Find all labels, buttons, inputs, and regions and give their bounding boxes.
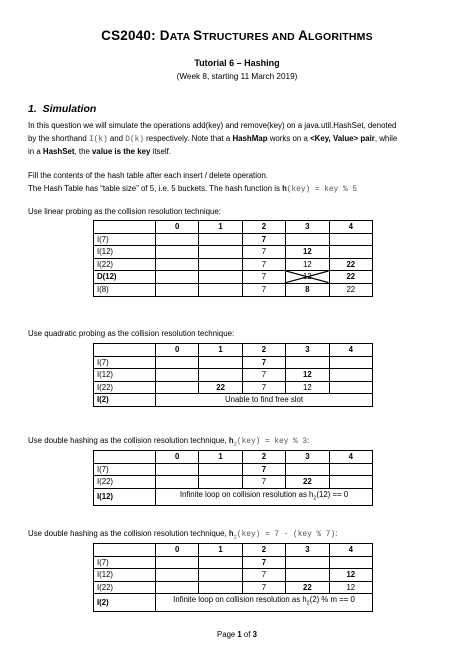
bucket-cell: [199, 283, 242, 296]
bucket-cell: [199, 581, 242, 594]
operation-label: I(22): [94, 581, 156, 594]
bucket-cell: [286, 556, 329, 569]
operation-label: I(7): [94, 233, 156, 246]
operation-label: I(12): [94, 488, 156, 505]
bucket-cell: 7: [242, 271, 285, 284]
bucket-cell: [329, 233, 372, 246]
bucket-cell: 12: [286, 381, 329, 394]
table-row: [94, 581, 373, 594]
bucket-cell: [199, 271, 242, 284]
table-header-row: [94, 344, 373, 357]
operation-label: I(7): [94, 556, 156, 569]
bucket-header: 1: [199, 451, 242, 464]
operation-label: I(7): [94, 463, 156, 476]
bucket-cell: [156, 233, 199, 246]
bucket-header: 1: [199, 544, 242, 557]
table-row: [94, 476, 373, 489]
intro-paragraph: In this question we will simulate the operations add(key) and remove(key) on a java.util.HashSet, denoted by the shorthand I(k) and D(k) respectively. Note that a HashMap works on a <Key, Value> pair, while in a HashSet, the value is the key itself.: [28, 121, 398, 156]
bucket-header: 3: [286, 451, 329, 464]
bucket-cell: [199, 369, 242, 382]
bucket-header: 3: [286, 544, 329, 557]
bucket-cell: [199, 258, 242, 271]
bucket-cell: [156, 463, 199, 476]
instructions-paragraph: Fill the contents of the hash table after each insert / delete operation. The Hash Table has “table size” of 5, i.e. 5 buckets. The hash function is h(key) = key % 5: [28, 171, 357, 194]
bucket-cell: [156, 569, 199, 582]
bucket-cell: [329, 381, 372, 394]
bucket-cell: [156, 258, 199, 271]
bucket-header: 4: [329, 344, 372, 357]
bucket-header: 4: [329, 544, 372, 557]
bucket-cell: [286, 233, 329, 246]
operation-label: I(22): [94, 381, 156, 394]
table-header-row: [94, 544, 373, 557]
double-hashing-table-2: [93, 543, 373, 612]
bucket-cell: 22: [329, 258, 372, 271]
bucket-cell: [329, 369, 372, 382]
week-subtitle: (Week 8, starting 11 March 2019): [176, 72, 298, 81]
bucket-cell: [156, 271, 199, 284]
bucket-cell: 7: [242, 233, 285, 246]
bucket-cell: 7: [242, 369, 285, 382]
table3-caption: Use double hashing as the collision resolution technique, $h_2(key)$ = key % 3:: [28, 436, 310, 448]
table-row-final: [94, 594, 373, 611]
operation-label: I(22): [94, 476, 156, 489]
linear-probing-table: [93, 220, 373, 297]
bucket-cell: [156, 369, 199, 382]
bucket-header: 0: [156, 344, 199, 357]
operation-label: I(2): [94, 594, 156, 611]
bucket-cell: 7: [242, 283, 285, 296]
bucket-cell: [286, 463, 329, 476]
bucket-cell: [156, 476, 199, 489]
bucket-header: 0: [156, 451, 199, 464]
table1-caption: Use linear probing as the collision resolution technique:: [28, 207, 221, 216]
bucket-cell: 22: [199, 381, 242, 394]
table-row: [94, 283, 373, 296]
table-header-row: [94, 451, 373, 464]
course-title: DATA STRUCTURES AND ALGORITHMS: [159, 28, 373, 43]
bucket-cell: [329, 356, 372, 369]
bucket-cell: 7: [242, 463, 285, 476]
bucket-header: 3: [286, 221, 329, 234]
bucket-cell: 7: [242, 556, 285, 569]
bucket-header: 1: [199, 344, 242, 357]
bucket-cell: [156, 556, 199, 569]
double-hashing-table-1: [93, 450, 373, 506]
operation-label: I(22): [94, 258, 156, 271]
bucket-cell: [199, 246, 242, 259]
bucket-cell: [156, 356, 199, 369]
bucket-header: 4: [329, 221, 372, 234]
bucket-cell: 12: [329, 569, 372, 582]
table4-caption: Use double hashing as the collision resolution technique, $h_2(key) = 7 - (key$ % 7):: [28, 529, 338, 541]
operation-label: I(12): [94, 369, 156, 382]
result-message: Infinite loop on collision resolution as $h_2(2)$ % m == 0: [156, 594, 373, 611]
deleted-cell: [286, 271, 329, 284]
operation-label: D(12): [94, 271, 156, 284]
tutorial-title: Tutorial 6 – Hashing: [194, 58, 280, 68]
bucket-cell: 22: [286, 581, 329, 594]
bucket-cell: 12: [286, 369, 329, 382]
table-row: [94, 258, 373, 271]
bucket-cell: 7: [242, 381, 285, 394]
bucket-cell: 7: [242, 246, 285, 259]
bucket-cell: [329, 556, 372, 569]
bucket-cell: [156, 246, 199, 259]
header-corner: [94, 544, 156, 557]
bucket-cell: [199, 569, 242, 582]
bucket-cell: 22: [286, 476, 329, 489]
table-row-final: [94, 394, 373, 407]
table-row: [94, 556, 373, 569]
bucket-cell: [156, 381, 199, 394]
table2-caption: Use quadratic probing as the collision resolution technique:: [28, 329, 235, 338]
bucket-cell: [199, 476, 242, 489]
table-row: [94, 233, 373, 246]
header-corner: [94, 344, 156, 357]
bucket-cell: [156, 581, 199, 594]
bucket-cell: [199, 463, 242, 476]
bucket-header: 0: [156, 221, 199, 234]
document-title: [0, 28, 474, 43]
bucket-cell: [329, 476, 372, 489]
bucket-cell: 22: [329, 283, 372, 296]
bucket-header: 2: [242, 344, 285, 357]
bucket-cell: [329, 463, 372, 476]
table-row-final: [94, 488, 373, 505]
table-row: [94, 356, 373, 369]
operation-label: I(12): [94, 569, 156, 582]
table-row: [94, 463, 373, 476]
bucket-cell: [156, 283, 199, 296]
bucket-cell: 7: [242, 258, 285, 271]
bucket-cell: 7: [242, 569, 285, 582]
table-row: [94, 271, 373, 284]
bucket-header: 4: [329, 451, 372, 464]
table-row: [94, 369, 373, 382]
bucket-header: 0: [156, 544, 199, 557]
result-message: Unable to find free slot: [156, 394, 373, 407]
bucket-cell: 7: [242, 476, 285, 489]
quadratic-probing-table: [93, 343, 373, 407]
bucket-header: 1: [199, 221, 242, 234]
operation-label: I(8): [94, 283, 156, 296]
operation-label: I(7): [94, 356, 156, 369]
operation-label: I(2): [94, 394, 156, 407]
bucket-cell: [199, 233, 242, 246]
bucket-cell: [199, 356, 242, 369]
table-row: [94, 246, 373, 259]
operation-label: I(12): [94, 246, 156, 259]
bucket-cell: 12: [286, 258, 329, 271]
header-corner: [94, 221, 156, 234]
bucket-cell: 7: [242, 581, 285, 594]
table-row: [94, 569, 373, 582]
bucket-cell: 12: [286, 246, 329, 259]
bucket-cell: 12: [329, 581, 372, 594]
bucket-cell: [286, 569, 329, 582]
bucket-header: 2: [242, 221, 285, 234]
bucket-header: 3: [286, 344, 329, 357]
bucket-cell: [286, 356, 329, 369]
bucket-cell: [329, 246, 372, 259]
section-heading: 1. Simulation: [28, 103, 97, 115]
bucket-cell: [199, 556, 242, 569]
result-message: Infinite loop on collision resolution as $h_2(12) == 0$: [156, 488, 373, 505]
table-header-row: [94, 221, 373, 234]
cross-out-mark: [286, 271, 328, 283]
bucket-cell: 22: [329, 271, 372, 284]
course-code: CS2040:: [101, 28, 156, 43]
bucket-cell: 8: [286, 283, 329, 296]
table-row: [94, 381, 373, 394]
bucket-header: 2: [242, 544, 285, 557]
bucket-cell: 7: [242, 356, 285, 369]
bucket-header: 2: [242, 451, 285, 464]
page-footer: Page 1 of 3: [217, 630, 257, 639]
header-corner: [94, 451, 156, 464]
